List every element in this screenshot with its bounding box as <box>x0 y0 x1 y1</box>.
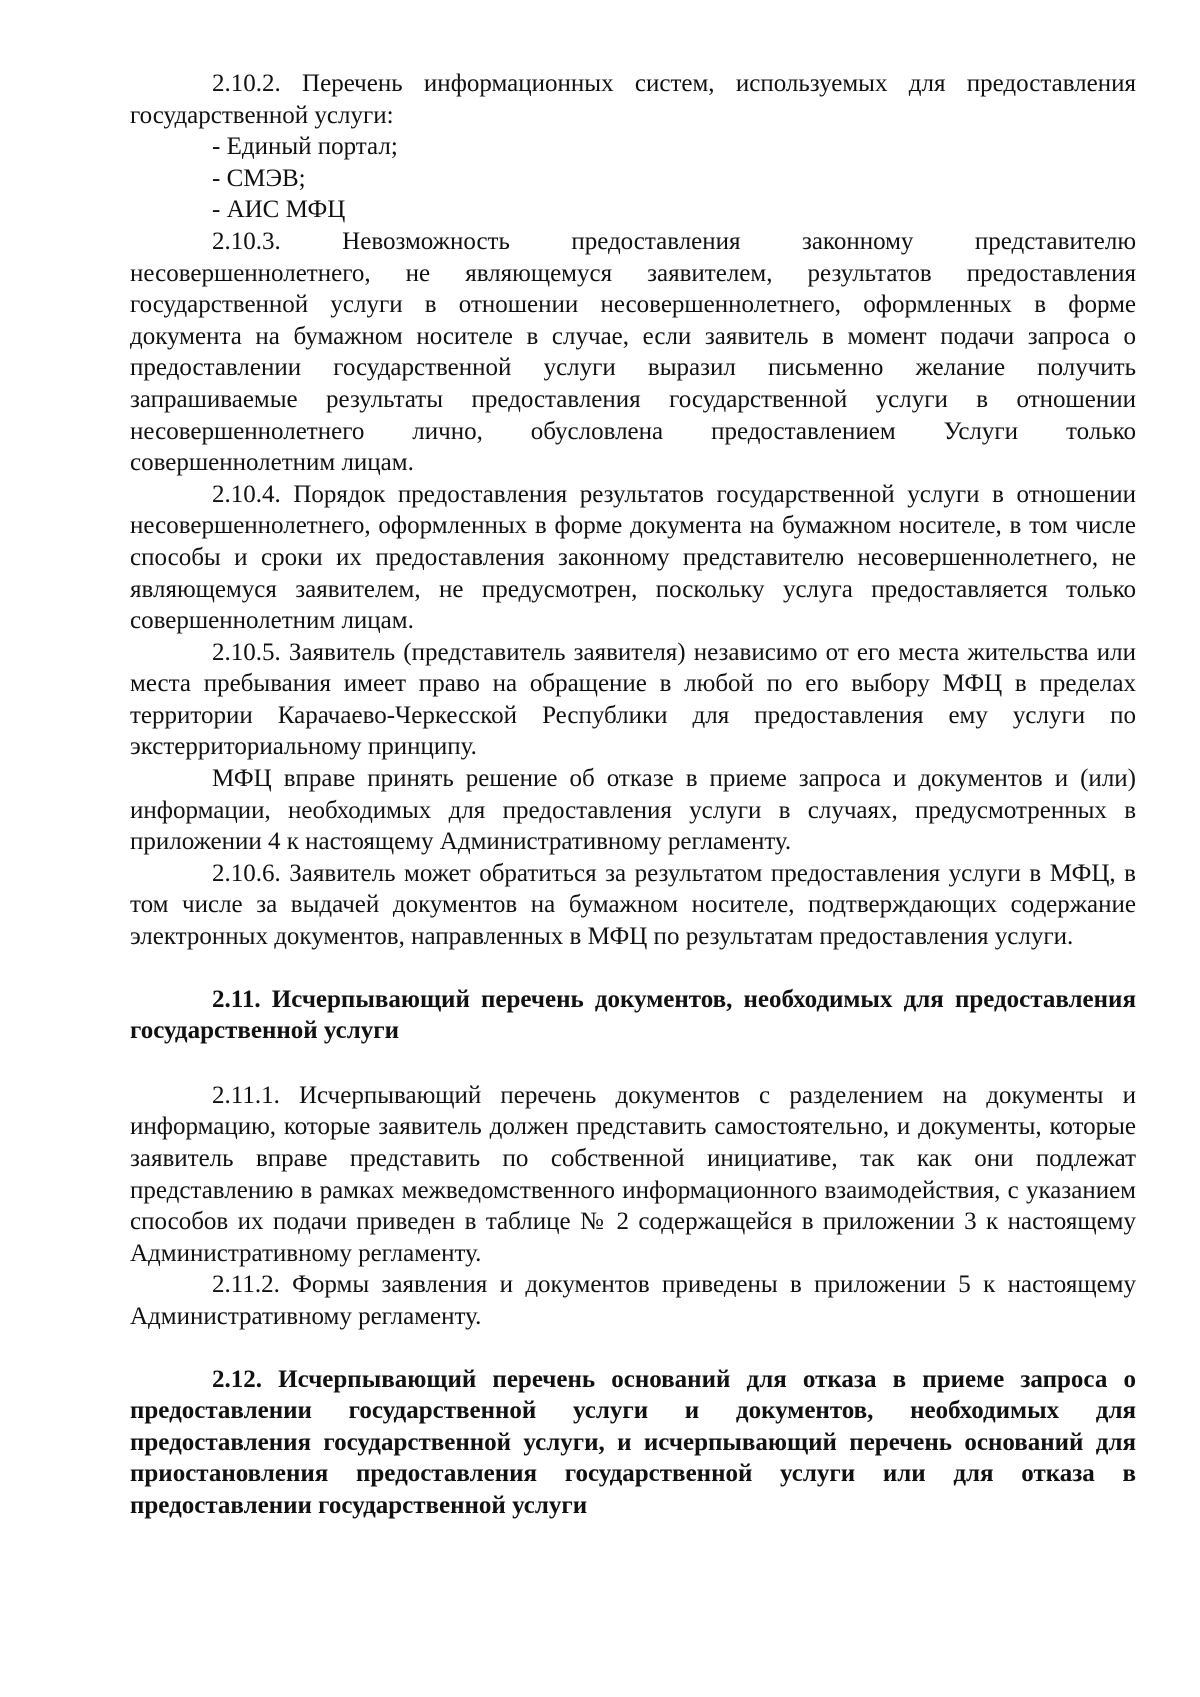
heading-2-12: 2.12. Исчерпывающий перечень оснований для отказа в приеме запроса о предоставлении государственной услуги и документов, необходимых для предоставления государственной услуги, и исчерпывающий перечень оснований для приостановления предоставления государственной услуги или для отказа в предоставлении государственной услуги <box>130 1365 1136 1519</box>
paragraph-2-10-4: 2.10.4. Порядок предоставления результатов государственной услуги в отношении несовершеннолетнего, оформленных в форме документа на бумажном носителе, в том числе способы и сроки их предоставления законному представителю несовершеннолетнего, не являющемуся заявителем, не предусмотрен, поскольку услуга предоставляется только совершеннолетним лицам. <box>130 480 1136 635</box>
paragraph-2-10-6: 2.10.6. Заявитель может обратиться за результатом предоставления услуги в МФЦ, в том числе за выдачей документов на бумажном носителе, подтверждающих содержание электронных документов, направленных в МФЦ по результатам предоставления услуги. <box>130 859 1136 951</box>
paragraph-2-10-5-mfc: МФЦ вправе принять решение об отказе в приеме запроса и документов и (или) информации, необходимых для предоставления услуги в случаях, предусмотренных в приложении 4 к настоящему Административному регламенту. <box>130 765 1136 856</box>
paragraph-2-10-5: 2.10.5. Заявитель (представитель заявителя) независимо от его места жительства или места пребывания имеет право на обращение в любой по его выбору МФЦ в пределах территории Карачаево-Черкесской Республики для предоставления ему услуги по экстерриториальному принципу. <box>130 638 1136 761</box>
document-page <box>130 68 1136 1522</box>
paragraph-2-11-1: 2.11.1. Исчерпывающий перечень документов с разделением на документы и информацию, которые заявитель должен представить самостоятельно, и документы, которые заявитель вправе представить по собственной инициативе, так как они подлежат представлению в рамках межведомственного информационного взаимодействия, с указанием способов их подачи приведен в таблице № 2 содержащейся в приложении 3 к настоящему Административному регламенту. <box>130 1081 1136 1267</box>
heading-2-11: 2.11. Исчерпывающий перечень документов, необходимых для предоставления государственной услуги <box>130 985 1136 1045</box>
list-item-smev: - СМЭВ; <box>212 164 306 192</box>
paragraph-2-10-3: 2.10.3. Невозможность предоставления законному представителю несовершеннолетнего, не являющемуся заявителем, результатов предоставления государственной услуги в отношении несовершеннолетнего, оформленных в форме документа на бумажном носителе в случае, если заявитель в момент подачи запроса о предоставлении государственной услуги выразил письменно желание получить запрашиваемые результаты предоставления государственной услуги в отношении несовершеннолетнего лично, обусловлена предоставлением Услуги только совершеннолетним лицам. <box>130 227 1136 477</box>
list-item-portal: - Единый портал; <box>212 133 398 161</box>
list-item-ais-mfc: - АИС МФЦ <box>212 196 346 224</box>
paragraph-2-10-2: 2.10.2. Перечень информационных систем, используемых для предоставления государственной услуги: <box>130 70 1136 129</box>
paragraph-2-11-2: 2.11.2. Формы заявления и документов приведены в приложении 5 к настоящему Административному регламенту. <box>130 1271 1136 1330</box>
